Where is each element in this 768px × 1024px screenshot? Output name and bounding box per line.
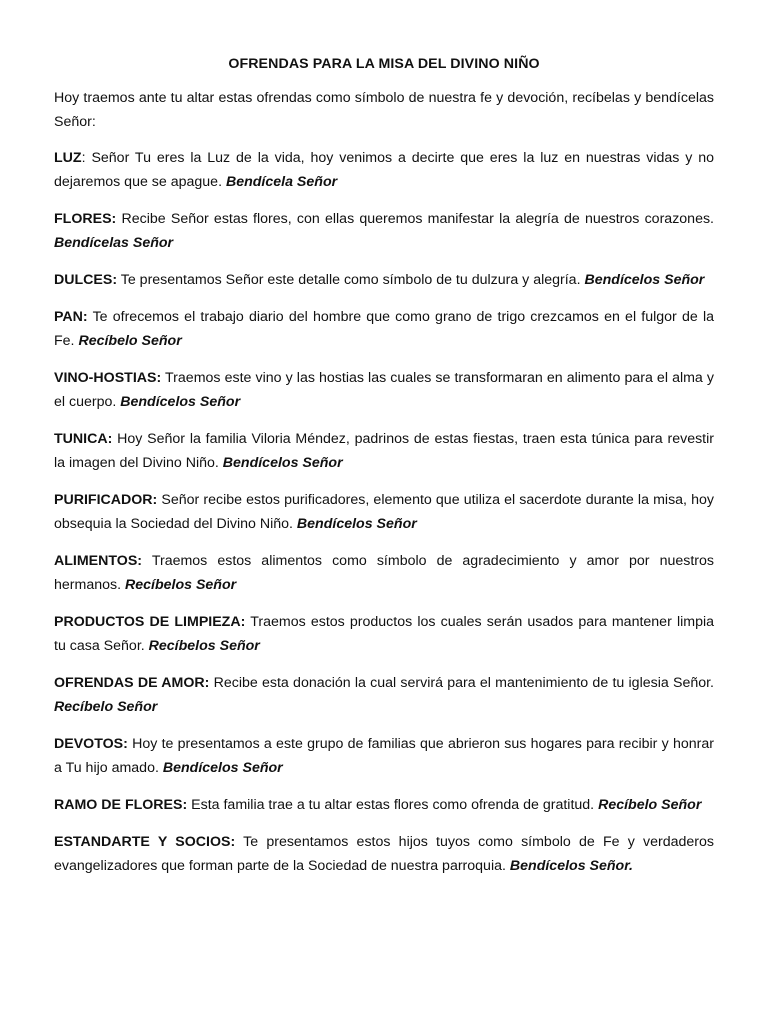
offering-item xyxy=(54,305,714,353)
offering-item xyxy=(54,549,714,597)
document-page xyxy=(54,54,714,891)
offering-label: ALIMENTOS: xyxy=(54,553,143,569)
offering-item xyxy=(54,207,714,255)
offering-blessing: Recíbelo Señor xyxy=(54,699,158,715)
offering-label: DEVOTOS: xyxy=(54,736,128,752)
offering-text: Te ofrecemos el trabajo diario del hombre que como grano de trigo crezcamos en el fulgor de la Fe. xyxy=(54,309,714,349)
offering-label: PURIFICADOR: xyxy=(54,492,158,508)
offering-text: Traemos estos productos los cuales serán usados para mantener limpia tu casa Señor. xyxy=(54,614,714,654)
offering-label: TUNICA: xyxy=(54,431,113,447)
offering-text: Te presentamos estos hijos tuyos como símbolo de Fe y verdaderos evangelizadores que forman parte de la Sociedad de nuestra parroquia. xyxy=(54,834,715,874)
offering-blessing: Bendícelos Señor xyxy=(584,272,705,288)
offering-separator: : xyxy=(81,150,92,166)
offering-blessing: Bendícelos Señor xyxy=(120,394,241,410)
offering-item xyxy=(54,671,714,719)
offering-text: Esta familia trae a tu altar estas flores como ofrenda de gratitud. xyxy=(191,797,599,813)
offering-separator xyxy=(235,834,243,850)
offering-blessing: Bendícelos Señor xyxy=(162,760,283,776)
offering-item xyxy=(54,268,714,292)
offering-item xyxy=(54,146,714,194)
offering-label: RAMO DE FLORES: xyxy=(54,797,188,813)
offering-text: Recibe Señor estas flores, con ellas queremos manifestar la alegría de nuestros corazones. xyxy=(121,211,714,227)
offering-label: PAN: xyxy=(54,309,88,325)
offering-text: Traemos estos alimentos como símbolo de agradecimiento y amor por nuestros hermanos. xyxy=(54,553,714,593)
offering-blessing: Bendícelos Señor xyxy=(296,516,417,532)
offering-label: DULCES: xyxy=(54,272,118,288)
offering-blessing: Recíbelos Señor xyxy=(148,638,260,654)
offering-label: OFRENDAS DE AMOR: xyxy=(54,675,210,691)
offering-text: Señor recibe estos purificadores, elemento que utiliza el sacerdote durante la misa, hoy obsequia la Sociedad del Divino Niño. xyxy=(54,492,714,532)
offering-item xyxy=(54,488,714,536)
offering-separator xyxy=(142,553,152,569)
offering-blessing: Bendícelas Señor xyxy=(54,235,174,251)
offering-text: Hoy Señor la familia Viloria Méndez, padrinos de estas fiestas, traen esta túnica para revestir la imagen del Divino Niño. xyxy=(54,431,715,471)
offering-label: LUZ xyxy=(54,150,82,166)
offering-text: Recibe esta donación la cual servirá para el mantenimiento de tu iglesia Señor. xyxy=(213,675,714,691)
offering-item xyxy=(54,830,714,878)
offering-blessing: Recíbelo Señor xyxy=(78,333,182,349)
offering-label: VINO-HOSTIAS: xyxy=(54,370,162,386)
offering-text: Traemos este vino y las hostias las cuales se transformaran en alimento para el alma y el cuerpo. xyxy=(54,370,715,410)
offering-blessing: Bendícelos Señor xyxy=(222,455,343,471)
offering-label: PRODUCTOS DE LIMPIEZA: xyxy=(54,614,246,630)
offering-blessing: Recíbelo Señor xyxy=(598,797,702,813)
offerings-list xyxy=(54,146,714,878)
offering-item xyxy=(54,610,714,658)
offering-text: Hoy te presentamos a este grupo de familias que abrieron sus hogares para recibir y honrar a Tu hijo amado. xyxy=(54,736,714,776)
intro-paragraph: Hoy traemos ante tu altar estas ofrendas como símbolo de nuestra fe y devoción, recíbelas y bendícelas Señor: xyxy=(54,90,714,130)
offering-blessing: Bendícelos Señor. xyxy=(509,858,633,874)
offering-label: FLORES: xyxy=(54,211,117,227)
document-title: OFRENDAS PARA LA MISA DEL DIVINO NIÑO xyxy=(228,56,540,72)
offering-blessing: Recíbelos Señor xyxy=(124,577,237,593)
offering-blessing: Bendícela Señor xyxy=(225,174,338,190)
offering-item xyxy=(54,427,714,475)
offering-item xyxy=(54,732,714,780)
offering-text: Te presentamos Señor este detalle como símbolo de tu dulzura y alegría. xyxy=(120,272,585,288)
offering-label: ESTANDARTE Y SOCIOS: xyxy=(54,834,236,850)
offering-item xyxy=(54,366,714,414)
offering-text: Señor Tu eres la Luz de la vida, hoy venimos a decirte que eres la luz en nuestras vidas y no dejaremos que se apague. xyxy=(54,150,715,190)
offering-item xyxy=(54,793,714,817)
